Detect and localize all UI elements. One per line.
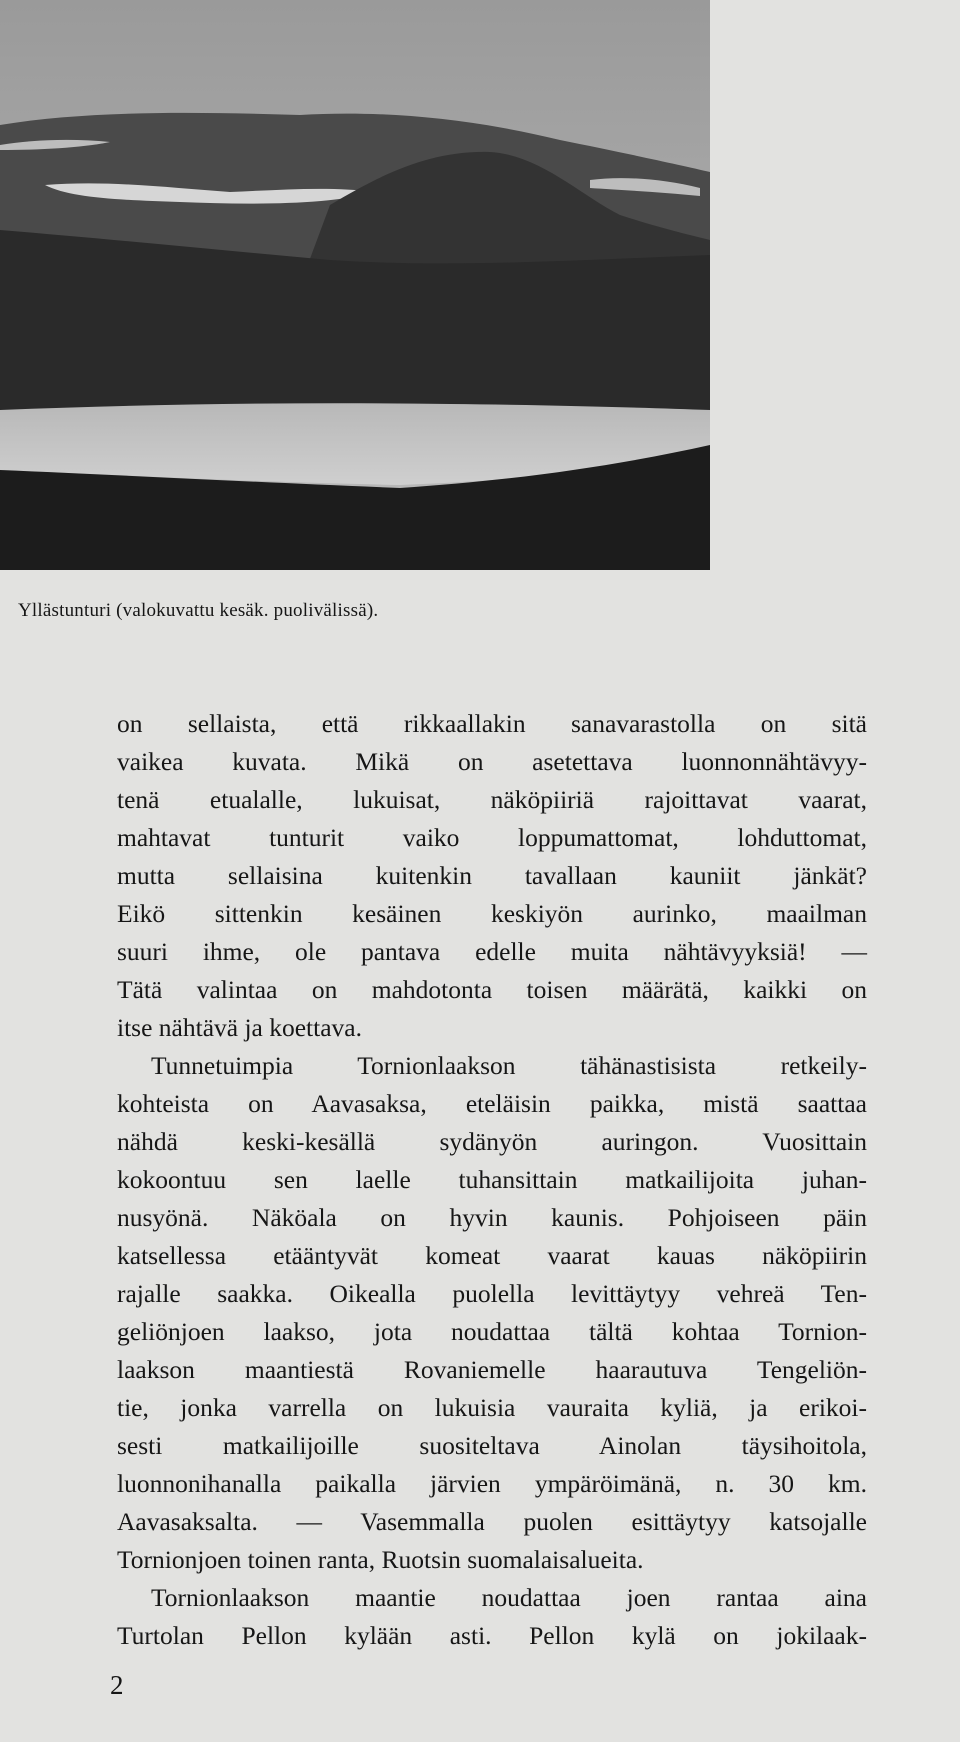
page-number: 2 [110,1670,124,1700]
text-line: Tornionjoen toinen ranta, Ruotsin suomalaisalueita. [117,1545,644,1574]
text-line: on sellaista, että rikkaallakin sanavarastolla on sitä [117,709,867,738]
text-line: Tunnetuimpia Tornionlaakson tähänastisista retkeily- [151,1051,867,1080]
landscape-photo-svg [0,0,710,570]
text-line: suuri ihme, ole pantava edelle muita nähtävyyksiä! — [117,937,867,966]
paragraph-3 [117,1579,867,1655]
text-line: tie, jonka varrella on lukuisia vauraita kyliä, ja erikoi- [117,1393,867,1422]
body-text [117,705,867,1655]
landscape-photo [0,0,710,570]
text-line: itse nähtävä ja koettava. [117,1013,362,1042]
paragraph-2 [117,1047,867,1579]
photo-caption: Yllästunturi (valokuvattu kesäk. puolivälissä). [18,600,379,621]
text-line: Turtolan Pellon kylään asti. Pellon kylä on jokilaak- [117,1621,867,1650]
text-line: vaikea kuvata. Mikä on asetettava luonnonnähtävyy- [117,747,867,776]
text-line: sesti matkailijoille suositeltava Ainolan täysihoitola, [117,1431,867,1460]
text-line: kohteista on Aavasaksa, eteläisin paikka, mistä saattaa [117,1089,867,1118]
text-line: Tornionlaakson maantie noudattaa joen rantaa aina [151,1583,867,1612]
text-line: katsellessa etääntyvät komeat vaarat kauas näköpiirin [117,1241,867,1270]
text-line: Aavasaksalta. — Vasemmalla puolen esittäytyy katsojalle [117,1507,867,1536]
text-line: kokoontuu sen laelle tuhansittain matkailijoita juhan- [117,1165,867,1194]
text-line: rajalle saakka. Oikealla puolella levittäytyy vehreä Ten- [117,1279,867,1308]
text-line: luonnonihanalla paikalla järvien ympäröimänä, n. 30 km. [117,1469,867,1498]
text-line: geliönjoen laakso, jota noudattaa tältä kohtaa Tornion- [117,1317,867,1346]
text-line: Tätä valintaa on mahdotonta toisen määrätä, kaikki on [117,975,867,1004]
paragraph-1 [117,705,867,1047]
text-line: nähdä keski-kesällä sydänyön auringon. Vuosittain [117,1127,867,1156]
text-line: tenä etualalle, lukuisat, näköpiiriä rajoittavat vaarat, [117,785,867,814]
text-line: nusyönä. Näköala on hyvin kaunis. Pohjoiseen päin [117,1203,867,1232]
text-line: mahtavat tunturit vaiko loppumattomat, lohduttomat, [117,823,867,852]
text-line: laakson maantiestä Rovaniemelle haarautuva Tengeliön- [117,1355,867,1384]
text-line: Eikö sittenkin kesäinen keskiyön aurinko, maailman [117,899,867,928]
text-line: mutta sellaisina kuitenkin tavallaan kauniit jänkät? [117,861,867,890]
